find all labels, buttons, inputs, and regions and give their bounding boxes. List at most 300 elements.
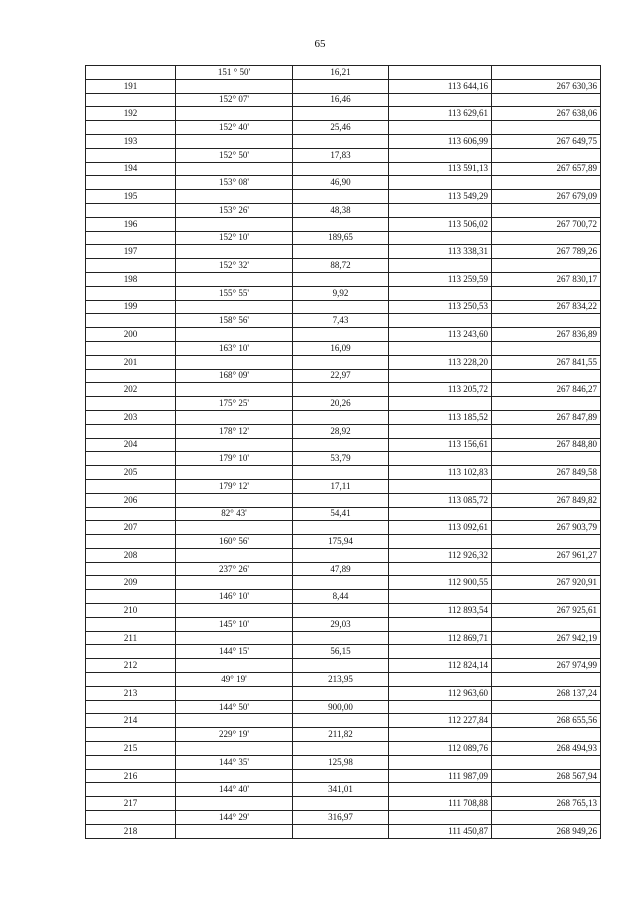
y-coordinate-cell: 267 830,17	[492, 272, 601, 286]
direction-angle-cell	[176, 604, 293, 618]
y-coordinate-cell	[492, 397, 601, 411]
table-row	[86, 190, 601, 204]
point-number-cell: 216	[86, 769, 176, 783]
y-coordinate-cell: 267 942,19	[492, 631, 601, 645]
distance-cell	[293, 493, 389, 507]
point-number-cell	[86, 535, 176, 549]
direction-angle-cell: 158° 56'	[176, 314, 293, 328]
distance-cell: 8,44	[293, 590, 389, 604]
x-coordinate-cell	[389, 673, 492, 687]
distance-cell: 48,38	[293, 203, 389, 217]
y-coordinate-cell: 267 974,99	[492, 659, 601, 673]
direction-angle-cell: 237° 26'	[176, 562, 293, 576]
y-coordinate-cell	[492, 728, 601, 742]
y-coordinate-cell	[492, 148, 601, 162]
distance-cell: 20,26	[293, 397, 389, 411]
x-coordinate-cell	[389, 728, 492, 742]
distance-cell: 29,03	[293, 617, 389, 631]
point-number-cell	[86, 562, 176, 576]
distance-cell	[293, 742, 389, 756]
table-row	[86, 714, 601, 728]
point-number-cell: 194	[86, 162, 176, 176]
direction-angle-cell: 144° 35'	[176, 755, 293, 769]
distance-cell: 46,90	[293, 176, 389, 190]
x-coordinate-cell: 113 102,83	[389, 466, 492, 480]
direction-angle-cell	[176, 769, 293, 783]
x-coordinate-cell: 113 338,31	[389, 245, 492, 259]
table-row	[86, 604, 601, 618]
y-coordinate-cell: 267 630,36	[492, 79, 601, 93]
y-coordinate-cell	[492, 755, 601, 769]
coordinates-table-body	[86, 66, 601, 839]
distance-cell: 88,72	[293, 259, 389, 273]
table-row	[86, 659, 601, 673]
point-number-cell: 191	[86, 79, 176, 93]
x-coordinate-cell: 113 506,02	[389, 217, 492, 231]
table-row	[86, 645, 601, 659]
distance-cell	[293, 410, 389, 424]
point-number-cell	[86, 700, 176, 714]
distance-cell	[293, 466, 389, 480]
direction-angle-cell	[176, 245, 293, 259]
point-number-cell: 204	[86, 438, 176, 452]
table-row	[86, 134, 601, 148]
table-row	[86, 328, 601, 342]
distance-cell: 17,11	[293, 479, 389, 493]
direction-angle-cell: 152° 07'	[176, 93, 293, 107]
point-number-cell: 202	[86, 383, 176, 397]
direction-angle-cell	[176, 217, 293, 231]
table-row	[86, 700, 601, 714]
distance-cell: 7,43	[293, 314, 389, 328]
x-coordinate-cell: 111 708,88	[389, 797, 492, 811]
direction-angle-cell	[176, 190, 293, 204]
distance-cell: 25,46	[293, 121, 389, 135]
direction-angle-cell	[176, 410, 293, 424]
distance-cell	[293, 521, 389, 535]
x-coordinate-cell: 112 227,84	[389, 714, 492, 728]
direction-angle-cell: 155° 55'	[176, 286, 293, 300]
point-number-cell: 192	[86, 107, 176, 121]
table-row	[86, 107, 601, 121]
table-row	[86, 590, 601, 604]
table-row	[86, 93, 601, 107]
point-number-cell: 201	[86, 355, 176, 369]
table-row	[86, 121, 601, 135]
table-row	[86, 783, 601, 797]
table-row	[86, 797, 601, 811]
x-coordinate-cell: 113 591,13	[389, 162, 492, 176]
y-coordinate-cell: 267 961,27	[492, 548, 601, 562]
direction-angle-cell	[176, 162, 293, 176]
y-coordinate-cell	[492, 286, 601, 300]
table-row	[86, 479, 601, 493]
y-coordinate-cell: 267 849,82	[492, 493, 601, 507]
distance-cell: 17,83	[293, 148, 389, 162]
direction-angle-cell	[176, 107, 293, 121]
x-coordinate-cell: 113 085,72	[389, 493, 492, 507]
table-row	[86, 769, 601, 783]
x-coordinate-cell	[389, 507, 492, 521]
distance-cell: 900,00	[293, 700, 389, 714]
point-number-cell	[86, 314, 176, 328]
distance-cell: 16,09	[293, 341, 389, 355]
x-coordinate-cell: 113 185,52	[389, 410, 492, 424]
table-row	[86, 176, 601, 190]
x-coordinate-cell	[389, 783, 492, 797]
distance-cell	[293, 797, 389, 811]
table-row	[86, 66, 601, 80]
y-coordinate-cell	[492, 590, 601, 604]
distance-cell: 16,46	[293, 93, 389, 107]
direction-angle-cell: 160° 56'	[176, 535, 293, 549]
y-coordinate-cell	[492, 66, 601, 80]
point-number-cell	[86, 645, 176, 659]
table-row	[86, 438, 601, 452]
x-coordinate-cell: 113 243,60	[389, 328, 492, 342]
x-coordinate-cell: 113 156,61	[389, 438, 492, 452]
direction-angle-cell	[176, 659, 293, 673]
point-number-cell	[86, 66, 176, 80]
point-number-cell	[86, 507, 176, 521]
point-number-cell	[86, 783, 176, 797]
y-coordinate-cell	[492, 452, 601, 466]
point-number-cell: 211	[86, 631, 176, 645]
x-coordinate-cell	[389, 617, 492, 631]
point-number-cell: 199	[86, 300, 176, 314]
distance-cell: 54,41	[293, 507, 389, 521]
point-number-cell	[86, 673, 176, 687]
direction-angle-cell: 144° 15'	[176, 645, 293, 659]
point-number-cell: 200	[86, 328, 176, 342]
distance-cell: 211,82	[293, 728, 389, 742]
direction-angle-cell	[176, 714, 293, 728]
point-number-cell: 206	[86, 493, 176, 507]
y-coordinate-cell	[492, 176, 601, 190]
y-coordinate-cell: 268 655,56	[492, 714, 601, 728]
point-number-cell	[86, 231, 176, 245]
x-coordinate-cell	[389, 562, 492, 576]
distance-cell	[293, 300, 389, 314]
table-row	[86, 355, 601, 369]
direction-angle-cell	[176, 300, 293, 314]
point-number-cell	[86, 341, 176, 355]
y-coordinate-cell: 267 834,22	[492, 300, 601, 314]
table-row	[86, 742, 601, 756]
direction-angle-cell	[176, 548, 293, 562]
x-coordinate-cell	[389, 397, 492, 411]
x-coordinate-cell: 113 259,59	[389, 272, 492, 286]
point-number-cell: 205	[86, 466, 176, 480]
point-number-cell: 198	[86, 272, 176, 286]
distance-cell	[293, 686, 389, 700]
distance-cell	[293, 134, 389, 148]
direction-angle-cell: 144° 50'	[176, 700, 293, 714]
distance-cell: 47,89	[293, 562, 389, 576]
x-coordinate-cell	[389, 148, 492, 162]
direction-angle-cell: 153° 26'	[176, 203, 293, 217]
y-coordinate-cell: 268 949,26	[492, 824, 601, 838]
table-row	[86, 452, 601, 466]
y-coordinate-cell	[492, 479, 601, 493]
y-coordinate-cell: 267 849,58	[492, 466, 601, 480]
point-number-cell: 213	[86, 686, 176, 700]
point-number-cell	[86, 452, 176, 466]
x-coordinate-cell	[389, 66, 492, 80]
distance-cell: 56,15	[293, 645, 389, 659]
direction-angle-cell	[176, 355, 293, 369]
distance-cell	[293, 824, 389, 838]
x-coordinate-cell	[389, 700, 492, 714]
x-coordinate-cell	[389, 176, 492, 190]
y-coordinate-cell	[492, 424, 601, 438]
direction-angle-cell: 179° 12'	[176, 479, 293, 493]
table-row	[86, 217, 601, 231]
point-number-cell	[86, 617, 176, 631]
y-coordinate-cell: 267 836,89	[492, 328, 601, 342]
y-coordinate-cell	[492, 121, 601, 135]
distance-cell: 53,79	[293, 452, 389, 466]
x-coordinate-cell: 112 893,54	[389, 604, 492, 618]
y-coordinate-cell	[492, 369, 601, 383]
table-row	[86, 314, 601, 328]
x-coordinate-cell: 112 963,60	[389, 686, 492, 700]
point-number-cell	[86, 728, 176, 742]
table-row	[86, 369, 601, 383]
y-coordinate-cell	[492, 645, 601, 659]
direction-angle-cell	[176, 521, 293, 535]
table-row	[86, 203, 601, 217]
y-coordinate-cell: 268 567,94	[492, 769, 601, 783]
table-row	[86, 562, 601, 576]
distance-cell: 28,92	[293, 424, 389, 438]
y-coordinate-cell	[492, 93, 601, 107]
table-row	[86, 755, 601, 769]
page-number: 65	[314, 38, 326, 50]
point-number-cell	[86, 590, 176, 604]
point-number-cell	[86, 176, 176, 190]
table-row	[86, 245, 601, 259]
distance-cell	[293, 355, 389, 369]
table-row	[86, 383, 601, 397]
table-row	[86, 424, 601, 438]
table-row	[86, 300, 601, 314]
x-coordinate-cell	[389, 231, 492, 245]
point-number-cell: 209	[86, 576, 176, 590]
point-number-cell: 196	[86, 217, 176, 231]
x-coordinate-cell	[389, 479, 492, 493]
direction-angle-cell	[176, 438, 293, 452]
table-row	[86, 617, 601, 631]
x-coordinate-cell	[389, 341, 492, 355]
point-number-cell: 217	[86, 797, 176, 811]
table-row	[86, 686, 601, 700]
x-coordinate-cell	[389, 314, 492, 328]
direction-angle-cell: 229° 19'	[176, 728, 293, 742]
distance-cell	[293, 604, 389, 618]
y-coordinate-cell: 268 765,13	[492, 797, 601, 811]
direction-angle-cell: 49° 19'	[176, 673, 293, 687]
y-coordinate-cell: 267 841,55	[492, 355, 601, 369]
x-coordinate-cell	[389, 203, 492, 217]
direction-angle-cell	[176, 466, 293, 480]
direction-angle-cell	[176, 134, 293, 148]
x-coordinate-cell: 113 644,16	[389, 79, 492, 93]
x-coordinate-cell: 112 089,76	[389, 742, 492, 756]
distance-cell	[293, 631, 389, 645]
direction-angle-cell	[176, 824, 293, 838]
distance-cell	[293, 217, 389, 231]
y-coordinate-cell	[492, 314, 601, 328]
distance-cell: 9,92	[293, 286, 389, 300]
direction-angle-cell	[176, 79, 293, 93]
table-row	[86, 521, 601, 535]
y-coordinate-cell	[492, 783, 601, 797]
direction-angle-cell: 179° 10'	[176, 452, 293, 466]
point-number-cell	[86, 397, 176, 411]
x-coordinate-cell	[389, 369, 492, 383]
table-row	[86, 286, 601, 300]
y-coordinate-cell	[492, 203, 601, 217]
direction-angle-cell: 145° 10'	[176, 617, 293, 631]
point-number-cell	[86, 203, 176, 217]
point-number-cell	[86, 811, 176, 825]
direction-angle-cell	[176, 272, 293, 286]
distance-cell: 213,95	[293, 673, 389, 687]
y-coordinate-cell	[492, 700, 601, 714]
distance-cell: 316,97	[293, 811, 389, 825]
table-row	[86, 811, 601, 825]
x-coordinate-cell	[389, 590, 492, 604]
distance-cell	[293, 190, 389, 204]
y-coordinate-cell: 267 789,26	[492, 245, 601, 259]
table-row	[86, 631, 601, 645]
y-coordinate-cell	[492, 231, 601, 245]
y-coordinate-cell: 267 903,79	[492, 521, 601, 535]
x-coordinate-cell	[389, 259, 492, 273]
y-coordinate-cell: 267 920,91	[492, 576, 601, 590]
y-coordinate-cell: 268 494,93	[492, 742, 601, 756]
x-coordinate-cell: 111 987,09	[389, 769, 492, 783]
distance-cell	[293, 272, 389, 286]
x-coordinate-cell: 111 450,87	[389, 824, 492, 838]
table-row	[86, 728, 601, 742]
y-coordinate-cell	[492, 341, 601, 355]
point-number-cell: 212	[86, 659, 176, 673]
coordinates-table	[85, 65, 601, 839]
point-number-cell: 208	[86, 548, 176, 562]
point-number-cell	[86, 369, 176, 383]
table-row	[86, 548, 601, 562]
distance-cell	[293, 714, 389, 728]
y-coordinate-cell	[492, 259, 601, 273]
x-coordinate-cell: 112 900,55	[389, 576, 492, 590]
y-coordinate-cell: 267 679,09	[492, 190, 601, 204]
table-row	[86, 272, 601, 286]
direction-angle-cell	[176, 686, 293, 700]
y-coordinate-cell: 267 846,27	[492, 383, 601, 397]
x-coordinate-cell: 113 250,53	[389, 300, 492, 314]
direction-angle-cell	[176, 631, 293, 645]
x-coordinate-cell	[389, 93, 492, 107]
x-coordinate-cell	[389, 424, 492, 438]
distance-cell	[293, 162, 389, 176]
distance-cell: 175,94	[293, 535, 389, 549]
point-number-cell: 197	[86, 245, 176, 259]
point-number-cell: 203	[86, 410, 176, 424]
distance-cell	[293, 107, 389, 121]
direction-angle-cell	[176, 328, 293, 342]
table-row	[86, 576, 601, 590]
x-coordinate-cell: 113 629,61	[389, 107, 492, 121]
table-row	[86, 824, 601, 838]
x-coordinate-cell: 113 606,99	[389, 134, 492, 148]
y-coordinate-cell: 267 925,61	[492, 604, 601, 618]
x-coordinate-cell: 112 824,14	[389, 659, 492, 673]
point-number-cell	[86, 121, 176, 135]
y-coordinate-cell: 267 848,80	[492, 438, 601, 452]
x-coordinate-cell: 113 549,29	[389, 190, 492, 204]
point-number-cell	[86, 148, 176, 162]
direction-angle-cell: 153° 08'	[176, 176, 293, 190]
y-coordinate-cell	[492, 617, 601, 631]
point-number-cell: 214	[86, 714, 176, 728]
x-coordinate-cell: 113 228,20	[389, 355, 492, 369]
x-coordinate-cell	[389, 535, 492, 549]
x-coordinate-cell: 113 205,72	[389, 383, 492, 397]
distance-cell	[293, 328, 389, 342]
point-number-cell	[86, 259, 176, 273]
direction-angle-cell: 152° 50'	[176, 148, 293, 162]
table-row	[86, 466, 601, 480]
x-coordinate-cell	[389, 811, 492, 825]
direction-angle-cell: 144° 40'	[176, 783, 293, 797]
point-number-cell	[86, 93, 176, 107]
point-number-cell	[86, 479, 176, 493]
x-coordinate-cell: 112 869,71	[389, 631, 492, 645]
x-coordinate-cell	[389, 452, 492, 466]
x-coordinate-cell: 113 092,61	[389, 521, 492, 535]
y-coordinate-cell	[492, 811, 601, 825]
direction-angle-cell: 152° 40'	[176, 121, 293, 135]
direction-angle-cell	[176, 493, 293, 507]
point-number-cell: 193	[86, 134, 176, 148]
x-coordinate-cell	[389, 645, 492, 659]
distance-cell: 125,98	[293, 755, 389, 769]
direction-angle-cell: 152° 10'	[176, 231, 293, 245]
y-coordinate-cell: 267 638,06	[492, 107, 601, 121]
table-row	[86, 259, 601, 273]
direction-angle-cell	[176, 383, 293, 397]
table-row	[86, 79, 601, 93]
point-number-cell: 207	[86, 521, 176, 535]
table-row	[86, 493, 601, 507]
distance-cell	[293, 659, 389, 673]
direction-angle-cell: 146° 10'	[176, 590, 293, 604]
table-row	[86, 148, 601, 162]
x-coordinate-cell	[389, 286, 492, 300]
distance-cell	[293, 383, 389, 397]
y-coordinate-cell	[492, 507, 601, 521]
distance-cell: 189,65	[293, 231, 389, 245]
direction-angle-cell: 82° 43'	[176, 507, 293, 521]
table-row	[86, 410, 601, 424]
table-row	[86, 341, 601, 355]
table-row	[86, 162, 601, 176]
distance-cell: 341,01	[293, 783, 389, 797]
table-row	[86, 535, 601, 549]
direction-angle-cell: 152° 32'	[176, 259, 293, 273]
